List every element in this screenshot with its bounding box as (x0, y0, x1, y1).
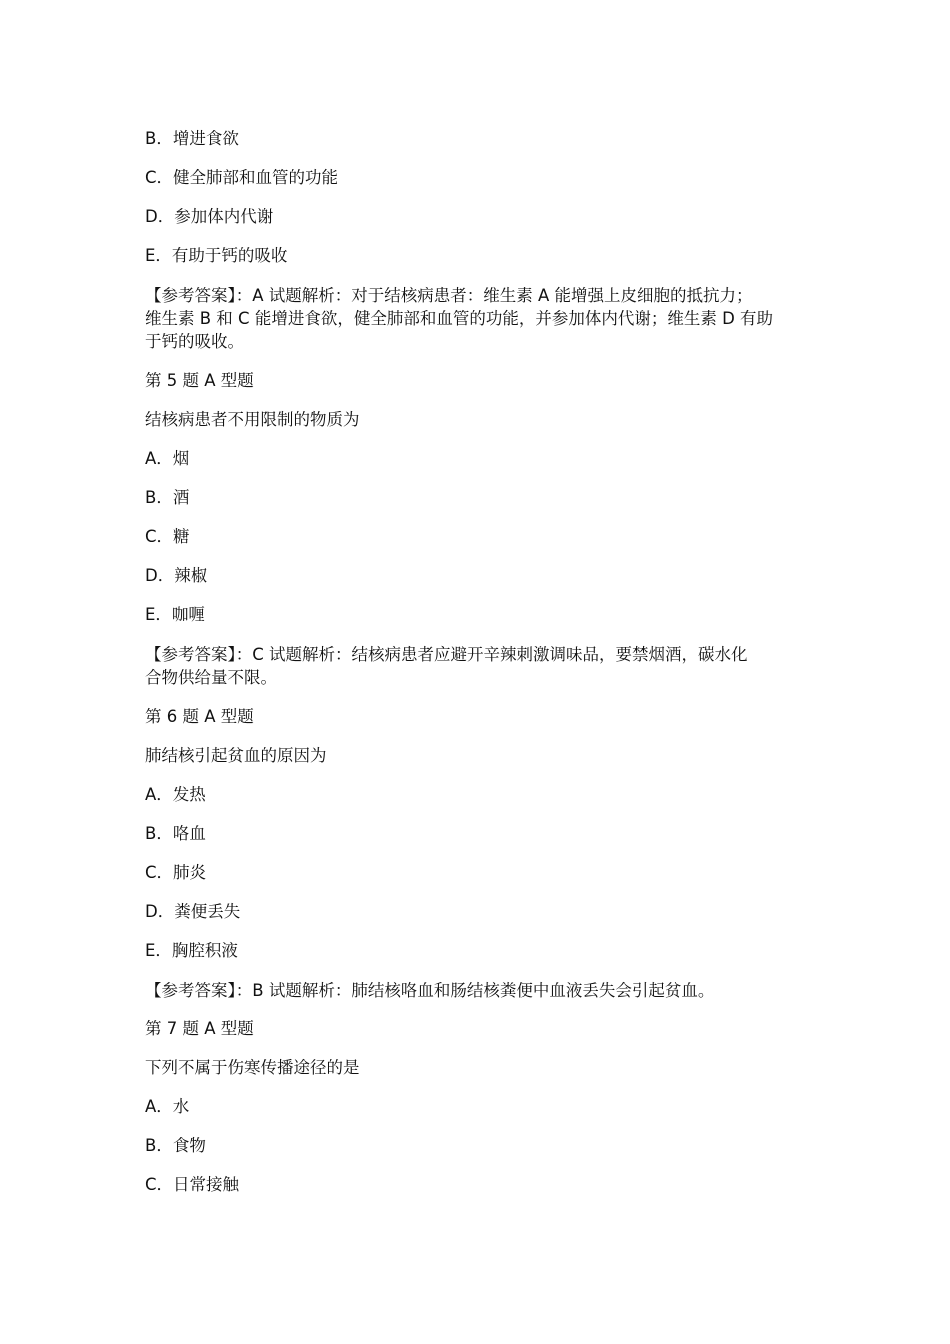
q5-answer-line-2: 合物供给量不限。 (145, 668, 277, 687)
q5-option-d: D．辣椒 (145, 566, 208, 585)
q6-header: 第 6 题 A 型题 (145, 707, 254, 726)
q6-option-a: A．发热 (145, 785, 206, 804)
q5-option-a: A．烟 (145, 449, 190, 468)
q4-option-e: E．有助于钙的吸收 (145, 246, 288, 265)
q6-option-b: B．咯血 (145, 824, 206, 843)
q7-option-c: C．日常接触 (145, 1175, 240, 1194)
q4-answer-text-1: 【参考答案】：A 试题解析：对于结核病患者：维生素 A 能增强上皮细胞的抵抗力； (145, 286, 753, 305)
q7-option-b: B．食物 (145, 1136, 206, 1155)
q6-answer-text-1: 【参考答案】：B 试题解析：肺结核咯血和肠结核粪便中血液丢失会引起贫血。 (145, 981, 715, 1000)
q6-option-c: C．肺炎 (145, 863, 207, 882)
q5-option-e: E．咖喱 (145, 605, 205, 624)
q4-answer-line-1 (145, 284, 810, 307)
q6-answer-line-1 (145, 979, 810, 1002)
q5-answer-line-1 (145, 643, 810, 666)
q4-answer-line-2: 维生素 B 和 C 能增进食欲，健全肺部和血管的功能，并参加体内代谢；维生素 D 有助 (145, 309, 774, 328)
q5-question: 结核病患者不用限制的物质为 (145, 410, 360, 429)
q5-option-c: C．糖 (145, 527, 190, 546)
q7-header: 第 7 题 A 型题 (145, 1019, 254, 1038)
q6-option-d: D．粪便丢失 (145, 902, 241, 921)
q4-option-d: D．参加体内代谢 (145, 207, 274, 226)
q6-question: 肺结核引起贫血的原因为 (145, 746, 327, 765)
q6-option-e: E．胸腔积液 (145, 941, 238, 960)
q7-option-a: A．水 (145, 1097, 190, 1116)
q4-option-b: B．增进食欲 (145, 129, 239, 148)
q5-header: 第 5 题 A 型题 (145, 371, 254, 390)
q5-answer-text-1: 【参考答案】：C 试题解析：结核病患者应避开辛辣刺激调味品，要禁烟酒，碳水化 (145, 645, 748, 664)
q5-option-b: B．酒 (145, 488, 190, 507)
q4-option-c: C．健全肺部和血管的功能 (145, 168, 339, 187)
q4-answer-line-3: 于钙的吸收。 (145, 332, 244, 351)
q7-question: 下列不属于伤寒传播途径的是 (145, 1058, 360, 1077)
